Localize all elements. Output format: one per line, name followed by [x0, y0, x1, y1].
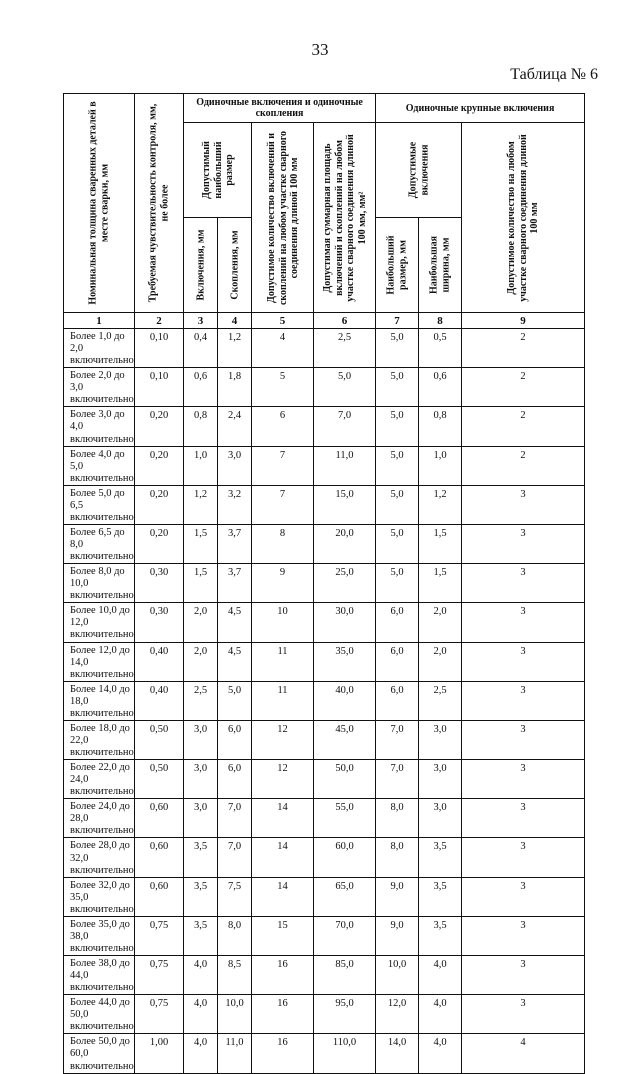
cell-clusters: 8,5 [218, 956, 252, 995]
header-sensitivity: Требуемая чувствительность контроля, мм, не более [135, 94, 184, 313]
cell-large-count: 3 [462, 524, 585, 563]
cell-max-width: 0,8 [419, 407, 462, 446]
cell-area: 25,0 [314, 564, 376, 603]
cell-clusters: 7,5 [218, 877, 252, 916]
cell-thickness: Более 44,0 до 50,0 включительно [64, 995, 135, 1034]
cell-area: 50,0 [314, 760, 376, 799]
table-row [64, 838, 585, 877]
cell-max-width: 1,0 [419, 446, 462, 485]
cell-inclusions: 3,0 [184, 720, 218, 759]
cell-large-count: 3 [462, 642, 585, 681]
cell-thickness: Более 5,0 до 6,5 включительно [64, 485, 135, 524]
table-row [64, 681, 585, 720]
cell-sensitivity: 0,30 [135, 564, 184, 603]
cell-thickness: Более 3,0 до 4,0 включительно [64, 407, 135, 446]
cell-max-width: 0,5 [419, 329, 462, 368]
cell-clusters: 3,2 [218, 485, 252, 524]
cell-thickness: Более 50,0 до 60,0 включительно [64, 1034, 135, 1073]
cell-clusters: 3,7 [218, 564, 252, 603]
header-max-size: Допустимый наибольший размер [184, 123, 252, 218]
cell-inclusions: 2,5 [184, 681, 218, 720]
cell-max-width: 4,0 [419, 995, 462, 1034]
page-number: 33 [311, 40, 329, 59]
table-row [64, 446, 585, 485]
cell-thickness: Более 35,0 до 38,0 включительно [64, 916, 135, 955]
cell-max-size: 5,0 [376, 564, 419, 603]
cell-inclusions: 0,8 [184, 407, 218, 446]
cell-max-width: 4,0 [419, 956, 462, 995]
column-number: 8 [419, 313, 462, 329]
cell-count: 4 [252, 329, 314, 368]
cell-large-count: 3 [462, 603, 585, 642]
cell-sensitivity: 0,10 [135, 329, 184, 368]
table-row [64, 368, 585, 407]
defects-table [63, 93, 585, 1074]
table-row [64, 524, 585, 563]
header-inclusions: Включения, мм [184, 218, 218, 313]
header-permitted: Допустимые включения [376, 123, 462, 218]
header-group-large: Одиночные крупные включения [376, 94, 585, 123]
cell-area: 2,5 [314, 329, 376, 368]
cell-max-size: 7,0 [376, 760, 419, 799]
table-row [64, 995, 585, 1034]
cell-sensitivity: 0,50 [135, 760, 184, 799]
cell-max-width: 3,5 [419, 916, 462, 955]
cell-count: 5 [252, 368, 314, 407]
cell-max-width: 1,5 [419, 564, 462, 603]
cell-inclusions: 3,5 [184, 838, 218, 877]
table-row [64, 1034, 585, 1073]
cell-count: 7 [252, 485, 314, 524]
header-large-count: Допустимое количество на любом участке сварного соединения длиной 100 мм [462, 123, 585, 313]
cell-max-size: 14,0 [376, 1034, 419, 1073]
cell-count: 14 [252, 799, 314, 838]
cell-thickness: Более 10,0 до 12,0 включительно [64, 603, 135, 642]
cell-inclusions: 3,5 [184, 877, 218, 916]
cell-count: 6 [252, 407, 314, 446]
cell-max-width: 1,5 [419, 524, 462, 563]
cell-max-size: 5,0 [376, 407, 419, 446]
cell-clusters: 6,0 [218, 760, 252, 799]
column-number: 4 [218, 313, 252, 329]
cell-area: 45,0 [314, 720, 376, 759]
cell-max-size: 9,0 [376, 916, 419, 955]
table-caption: Таблица № 6 [510, 66, 598, 83]
cell-area: 20,0 [314, 524, 376, 563]
table-body [64, 329, 585, 1074]
column-number: 6 [314, 313, 376, 329]
cell-thickness: Более 12,0 до 14,0 включительно [64, 642, 135, 681]
cell-large-count: 3 [462, 681, 585, 720]
table-row [64, 799, 585, 838]
cell-sensitivity: 0,30 [135, 603, 184, 642]
cell-inclusions: 2,0 [184, 603, 218, 642]
cell-thickness: Более 1,0 до 2,0 включительно [64, 329, 135, 368]
cell-sensitivity: 0,60 [135, 838, 184, 877]
cell-max-size: 7,0 [376, 720, 419, 759]
column-number-row [64, 313, 585, 329]
cell-clusters: 3,0 [218, 446, 252, 485]
cell-thickness: Более 24,0 до 28,0 включительно [64, 799, 135, 838]
cell-inclusions: 1,5 [184, 564, 218, 603]
header-thickness: Номинальная толщина сваренных деталей в месте сварки, мм [64, 94, 135, 313]
cell-thickness: Более 38,0 до 44,0 включительно [64, 956, 135, 995]
cell-clusters: 4,5 [218, 603, 252, 642]
cell-max-size: 9,0 [376, 877, 419, 916]
cell-large-count: 3 [462, 956, 585, 995]
cell-max-size: 6,0 [376, 681, 419, 720]
cell-inclusions: 2,0 [184, 642, 218, 681]
cell-max-width: 0,6 [419, 368, 462, 407]
cell-area: 110,0 [314, 1034, 376, 1073]
cell-count: 14 [252, 838, 314, 877]
cell-inclusions: 1,0 [184, 446, 218, 485]
cell-thickness: Более 2,0 до 3,0 включительно [64, 368, 135, 407]
cell-thickness: Более 18,0 до 22,0 включительно [64, 720, 135, 759]
column-number: 3 [184, 313, 218, 329]
header-clusters: Скопления, мм [218, 218, 252, 313]
cell-sensitivity: 0,60 [135, 799, 184, 838]
cell-max-width: 3,0 [419, 760, 462, 799]
cell-clusters: 8,0 [218, 916, 252, 955]
cell-clusters: 7,0 [218, 838, 252, 877]
cell-count: 9 [252, 564, 314, 603]
cell-thickness: Более 32,0 до 35,0 включительно [64, 877, 135, 916]
cell-count: 10 [252, 603, 314, 642]
cell-count: 16 [252, 956, 314, 995]
cell-clusters: 10,0 [218, 995, 252, 1034]
cell-area: 60,0 [314, 838, 376, 877]
cell-area: 65,0 [314, 877, 376, 916]
cell-sensitivity: 0,75 [135, 995, 184, 1034]
cell-clusters: 7,0 [218, 799, 252, 838]
cell-clusters: 3,7 [218, 524, 252, 563]
cell-area: 95,0 [314, 995, 376, 1034]
cell-inclusions: 4,0 [184, 995, 218, 1034]
table-row [64, 877, 585, 916]
cell-max-width: 1,2 [419, 485, 462, 524]
cell-max-size: 5,0 [376, 329, 419, 368]
cell-max-width: 4,0 [419, 1034, 462, 1073]
cell-count: 12 [252, 720, 314, 759]
cell-area: 35,0 [314, 642, 376, 681]
cell-large-count: 3 [462, 916, 585, 955]
cell-sensitivity: 1,00 [135, 1034, 184, 1073]
cell-sensitivity: 0,40 [135, 681, 184, 720]
cell-clusters: 6,0 [218, 720, 252, 759]
cell-inclusions: 3,5 [184, 916, 218, 955]
cell-large-count: 3 [462, 720, 585, 759]
cell-large-count: 4 [462, 1034, 585, 1073]
header-max-dimension: Наибольший размер, мм [376, 218, 419, 313]
header-count: Допустимое количество включений и скоплений на любом участке сварного соединения длиной 100 мм [252, 123, 314, 313]
cell-max-width: 2,5 [419, 681, 462, 720]
cell-max-width: 3,5 [419, 877, 462, 916]
cell-sensitivity: 0,40 [135, 642, 184, 681]
cell-max-width: 2,0 [419, 642, 462, 681]
header-group-single: Одиночные включения и одиночные скопления [184, 94, 376, 123]
cell-max-size: 5,0 [376, 368, 419, 407]
cell-sensitivity: 0,50 [135, 720, 184, 759]
cell-thickness: Более 14,0 до 18,0 включительно [64, 681, 135, 720]
cell-thickness: Более 22,0 до 24,0 включительно [64, 760, 135, 799]
cell-max-size: 12,0 [376, 995, 419, 1034]
cell-large-count: 2 [462, 446, 585, 485]
table-row [64, 485, 585, 524]
column-number: 1 [64, 313, 135, 329]
column-number: 2 [135, 313, 184, 329]
cell-max-size: 6,0 [376, 642, 419, 681]
cell-clusters: 1,8 [218, 368, 252, 407]
column-number: 5 [252, 313, 314, 329]
cell-inclusions: 3,0 [184, 760, 218, 799]
table-row [64, 407, 585, 446]
cell-inclusions: 4,0 [184, 956, 218, 995]
cell-sensitivity: 0,75 [135, 916, 184, 955]
cell-max-size: 5,0 [376, 446, 419, 485]
cell-max-size: 10,0 [376, 956, 419, 995]
cell-count: 14 [252, 877, 314, 916]
table-row [64, 603, 585, 642]
cell-area: 55,0 [314, 799, 376, 838]
column-number: 9 [462, 313, 585, 329]
cell-count: 16 [252, 995, 314, 1034]
cell-area: 30,0 [314, 603, 376, 642]
cell-count: 7 [252, 446, 314, 485]
cell-max-size: 5,0 [376, 485, 419, 524]
cell-count: 8 [252, 524, 314, 563]
cell-large-count: 3 [462, 760, 585, 799]
header-max-width: Наибольшая ширина, мм [419, 218, 462, 313]
table-row [64, 564, 585, 603]
cell-max-width: 3,0 [419, 720, 462, 759]
cell-sensitivity: 0,75 [135, 956, 184, 995]
cell-count: 11 [252, 681, 314, 720]
cell-large-count: 2 [462, 329, 585, 368]
cell-max-size: 8,0 [376, 838, 419, 877]
cell-max-width: 3,0 [419, 799, 462, 838]
cell-clusters: 5,0 [218, 681, 252, 720]
table-header [64, 94, 585, 329]
table-row [64, 642, 585, 681]
cell-max-size: 8,0 [376, 799, 419, 838]
cell-sensitivity: 0,20 [135, 524, 184, 563]
cell-thickness: Более 4,0 до 5,0 включительно [64, 446, 135, 485]
cell-area: 15,0 [314, 485, 376, 524]
table-row [64, 916, 585, 955]
cell-count: 16 [252, 1034, 314, 1073]
cell-inclusions: 1,5 [184, 524, 218, 563]
table-row [64, 760, 585, 799]
cell-inclusions: 0,6 [184, 368, 218, 407]
cell-large-count: 3 [462, 799, 585, 838]
cell-count: 11 [252, 642, 314, 681]
cell-count: 12 [252, 760, 314, 799]
cell-area: 70,0 [314, 916, 376, 955]
cell-max-width: 3,5 [419, 838, 462, 877]
cell-max-size: 5,0 [376, 524, 419, 563]
cell-inclusions: 4,0 [184, 1034, 218, 1073]
cell-max-size: 6,0 [376, 603, 419, 642]
cell-large-count: 3 [462, 838, 585, 877]
cell-inclusions: 3,0 [184, 799, 218, 838]
cell-thickness: Более 6,5 до 8,0 включительно [64, 524, 135, 563]
cell-inclusions: 0,4 [184, 329, 218, 368]
table-row [64, 720, 585, 759]
cell-area: 85,0 [314, 956, 376, 995]
cell-clusters: 1,2 [218, 329, 252, 368]
cell-large-count: 2 [462, 368, 585, 407]
cell-large-count: 2 [462, 407, 585, 446]
cell-sensitivity: 0,20 [135, 407, 184, 446]
cell-area: 5,0 [314, 368, 376, 407]
cell-sensitivity: 0,60 [135, 877, 184, 916]
cell-clusters: 2,4 [218, 407, 252, 446]
table-row [64, 329, 585, 368]
cell-large-count: 3 [462, 485, 585, 524]
cell-inclusions: 1,2 [184, 485, 218, 524]
cell-max-width: 2,0 [419, 603, 462, 642]
table-row [64, 956, 585, 995]
cell-large-count: 3 [462, 877, 585, 916]
cell-area: 11,0 [314, 446, 376, 485]
cell-sensitivity: 0,20 [135, 446, 184, 485]
cell-area: 7,0 [314, 407, 376, 446]
cell-count: 15 [252, 916, 314, 955]
cell-sensitivity: 0,20 [135, 485, 184, 524]
cell-thickness: Более 8,0 до 10,0 включительно [64, 564, 135, 603]
cell-large-count: 3 [462, 564, 585, 603]
cell-large-count: 3 [462, 995, 585, 1034]
cell-sensitivity: 0,10 [135, 368, 184, 407]
cell-clusters: 11,0 [218, 1034, 252, 1073]
header-area: Допустимая суммарная площадь включений и скоплений на любом участке сварного соединения длиной 100 мм, мм² [314, 123, 376, 313]
cell-thickness: Более 28,0 до 32,0 включительно [64, 838, 135, 877]
cell-clusters: 4,5 [218, 642, 252, 681]
column-number: 7 [376, 313, 419, 329]
cell-area: 40,0 [314, 681, 376, 720]
